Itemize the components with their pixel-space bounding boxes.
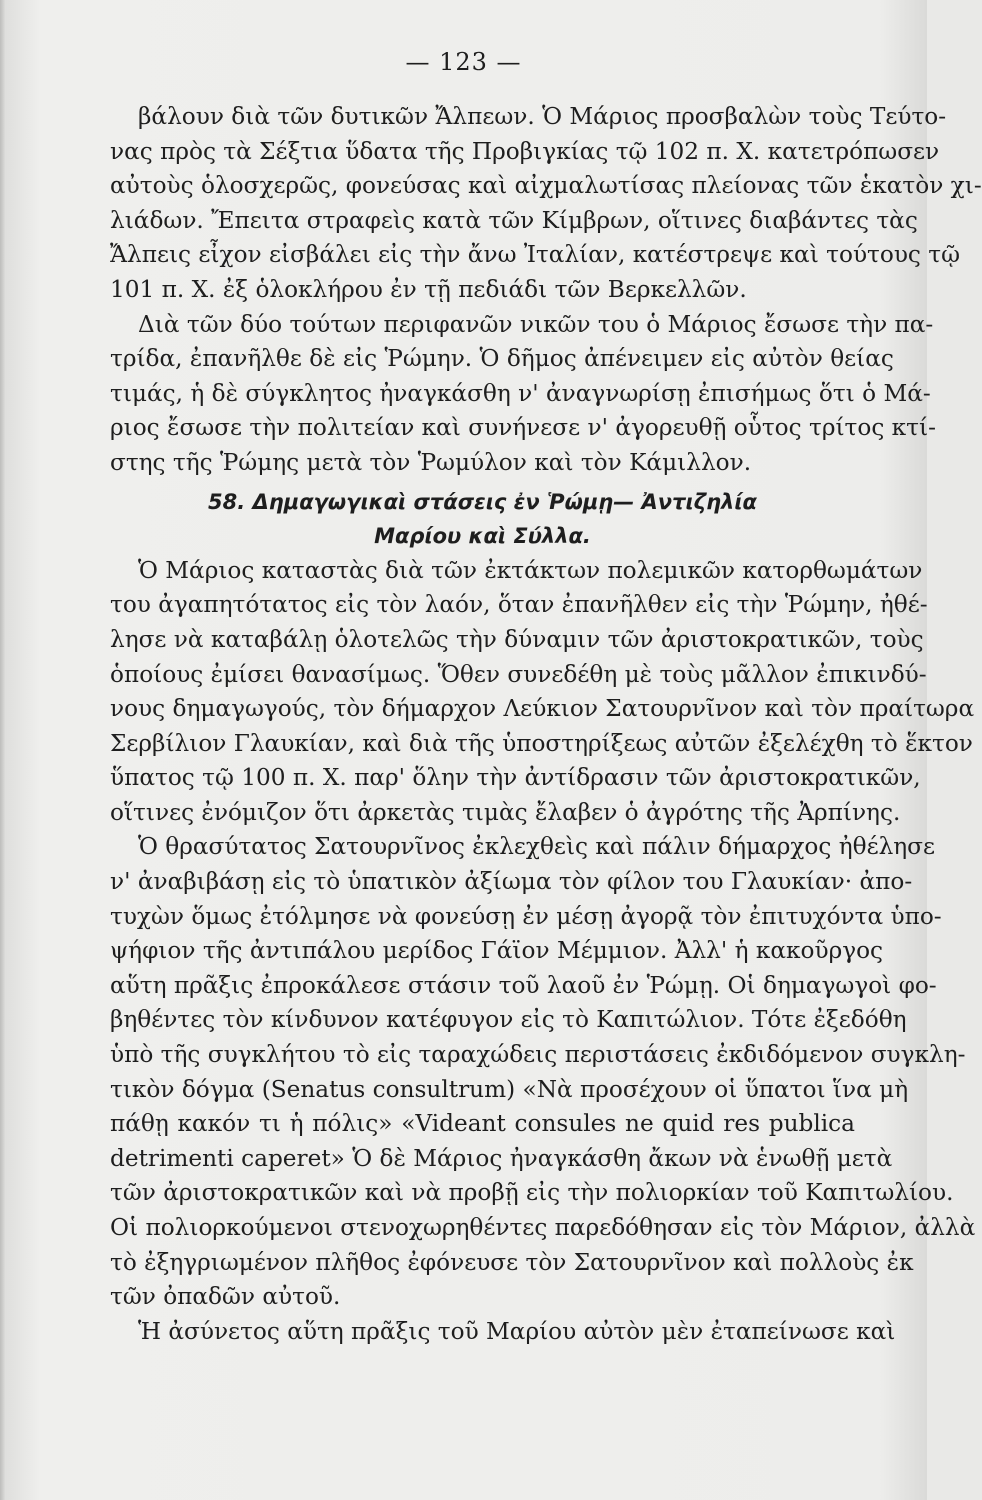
text-line: βηθέντες τὸν κίνδυνον κατέφυγον εἰς τὸ Καπιτώλιον. Τότε ἐξεδόθη (110, 1006, 907, 1034)
text-line: Ἡ ἀσύνετος αὕτη πρᾶξις τοῦ Μαρίου αὐτὸν μὲν ἐταπείνωσε καὶ (138, 1317, 896, 1345)
text-line: ριος ἔσωσε τὴν πολιτείαν καὶ συνήνεσε ν' ἀγορευθῇ οὗτος τρίτος κτί- (110, 414, 936, 442)
text-line: ν' ἀναβιβάσῃ εἰς τὸ ὑπατικὸν ἀξίωμα τὸν φίλον του Γλαυκίαν· ἀπο- (110, 868, 913, 896)
page-number: — 123 — (405, 48, 522, 76)
paragraph-5 (110, 1315, 896, 1350)
text-line: βάλουν διὰ τῶν δυτικῶν Ἄλπεων. Ὁ Μάριος προσβαλὼν τοὺς Τεύτο- (138, 103, 947, 130)
text-line: αὕτη πρᾶξις ἐπροκάλεσε στάσιν τοῦ λαοῦ ἐν Ῥώμῃ. Οἱ δημαγωγοὶ φο- (110, 971, 937, 999)
text-line: τικὸν δόγμα (Senatus consultrum) «Νὰ προσέχουν οἱ ὕπατοι ἵνα μὴ (110, 1075, 909, 1103)
text-line: Οἱ πολιορκούμενοι στενοχωρηθέντες παρεδόθησαν εἰς τὸν Μάριον, ἀλλὰ (110, 1214, 976, 1241)
text-line: 101 π. Χ. ἐξ ὁλοκλήρου ἐν τῇ πεδιάδι τῶν Βερκελλῶν. (110, 275, 747, 303)
text-line: στης τῆς Ῥώμης μετὰ τὸν Ῥωμύλον καὶ τὸν Κάμιλλον. (110, 448, 752, 476)
text-line: Ὁ θρασύτατος Σατουρνῖνος ἐκλεχθεὶς καὶ πάλιν δήμαρχος ἠθέλησε (138, 833, 936, 861)
text-line: τὸ ἐξηγριωμένον πλῆθος ἐφόνευσε τὸν Σατουρνῖνον καὶ πολλοὺς ἐκ (110, 1248, 914, 1276)
text-line: αὐτοὺς ὁλοσχερῶς, φονεύσας καὶ αἰχμαλωτίσας πλείονας τῶν ἑκατὸν χι- (110, 172, 982, 200)
text-line: Ὁ Μάριος καταστὰς διὰ τῶν ἐκτάκτων πολεμικῶν κατορθωμάτων (138, 556, 923, 584)
page-edge-shadow (0, 0, 6, 1500)
section-heading: 58. Δημαγωγικαὶ στάσεις ἐν Ῥώμῃ— Ἀντιζηλία (208, 489, 757, 514)
text-line: Ἄλπεις εἶχον εἰσβάλει εἰς τὴν ἄνω Ἰταλίαν, κατέστρεψε καὶ τούτους τῷ (110, 241, 961, 269)
text-line: νας πρὸς τὰ Σέξτια ὕδατα τῆς Προβιγκίας τῷ 102 π. Χ. κατετρόπωσεν (110, 137, 940, 165)
text-line: detrimenti caperet» Ὁ δὲ Μάριος ἠναγκάσθη ἄκων νὰ ἑνωθῇ μετὰ (110, 1144, 893, 1172)
text-line: ὁποίους ἐμίσει θανασίμως. Ὅθεν συνεδέθη μὲ τοὺς μᾶλλον ἐπικινδύ- (110, 660, 927, 688)
text-line: Σερβίλιον Γλαυκίαν, καὶ διὰ τῆς ὑποστηρίξεως αὐτῶν ἐξελέχθη τὸ ἕκτον (110, 729, 973, 757)
text-line: τῶν ὀπαδῶν αὐτοῦ. (110, 1283, 341, 1311)
text-line: τῶν ἀριστοκρατικῶν καὶ νὰ προβῇ εἰς τὴν πολιορκίαν τοῦ Καπιτωλίου. (110, 1179, 954, 1207)
paragraph-1 (110, 100, 982, 308)
text-line: ὕπατος τῷ 100 π. Χ. παρ' ὅλην τὴν ἀντίδρασιν τῶν ἀριστοκρατικῶν, (110, 764, 921, 792)
text-line: πάθῃ κακόν τι ἡ πόλις» «Videant consules ne quid res publica (110, 1110, 855, 1138)
paragraph-2 (110, 308, 936, 481)
text-line: ὑπὸ τῆς συγκλήτου τὸ εἰς ταραχώδεις περιστάσεις ἐκδιδόμενον συγκλη- (110, 1041, 966, 1069)
text-line: του ἀγαπητότατος εἰς τὸν λαόν, ὅταν ἐπανῆλθεν εἰς τὴν Ῥώμην, ἠθέ- (110, 591, 928, 619)
text-line: λησε νὰ καταβάλῃ ὁλοτελῶς τὴν δύναμιν τῶν ἀριστοκρατικῶν, τοὺς (110, 625, 924, 653)
text-line: Διὰ τῶν δύο τούτων περιφανῶν νικῶν του ὁ Μάριος ἔσωσε τὴν πα- (138, 310, 934, 338)
text-line: τυχὼν ὅμως ἐτόλμησε νὰ φονεύσῃ ἐν μέσῃ ἀγορᾷ τὸν ἐπιτυχόντα ὑπο- (110, 902, 942, 930)
text-line: τιμάς, ἡ δὲ σύγκλητος ἠναγκάσθη ν' ἀναγνωρίσῃ ἐπισήμως ὅτι ὁ Μά- (110, 379, 931, 407)
text-line: τρίδα, ἐπανῆλθε δὲ εἰς Ῥώμην. Ὁ δῆμος ἀπένειμεν εἰς αὐτὸν θείας (110, 345, 894, 373)
section-heading-line-2: Μαρίου καὶ Σύλλα. (374, 524, 591, 549)
paragraph-4 (110, 830, 976, 1314)
text-line: νους δημαγωγούς, τὸν δήμαρχον Λεύκιον Σατουρνῖνον καὶ τὸν πραίτωρα (110, 695, 975, 723)
page-text (110, 100, 982, 1349)
text-line: ψήφιον τῆς ἀντιπάλου μερίδος Γάϊον Μέμμιον. Ἀλλ' ἡ κακοῦργος (110, 937, 884, 965)
text-line: λιάδων. Ἔπειτα στραφεὶς κατὰ τῶν Κίμβρων, οἵτινες διαβάντες τὰς (110, 206, 918, 234)
text-line: οἵτινες ἐνόμιζον ὅτι ἀρκετὰς τιμὰς ἔλαβεν ὁ ἀγρότης τῆς Ἀρπίνης. (110, 798, 901, 826)
paragraph-3 (110, 554, 975, 831)
